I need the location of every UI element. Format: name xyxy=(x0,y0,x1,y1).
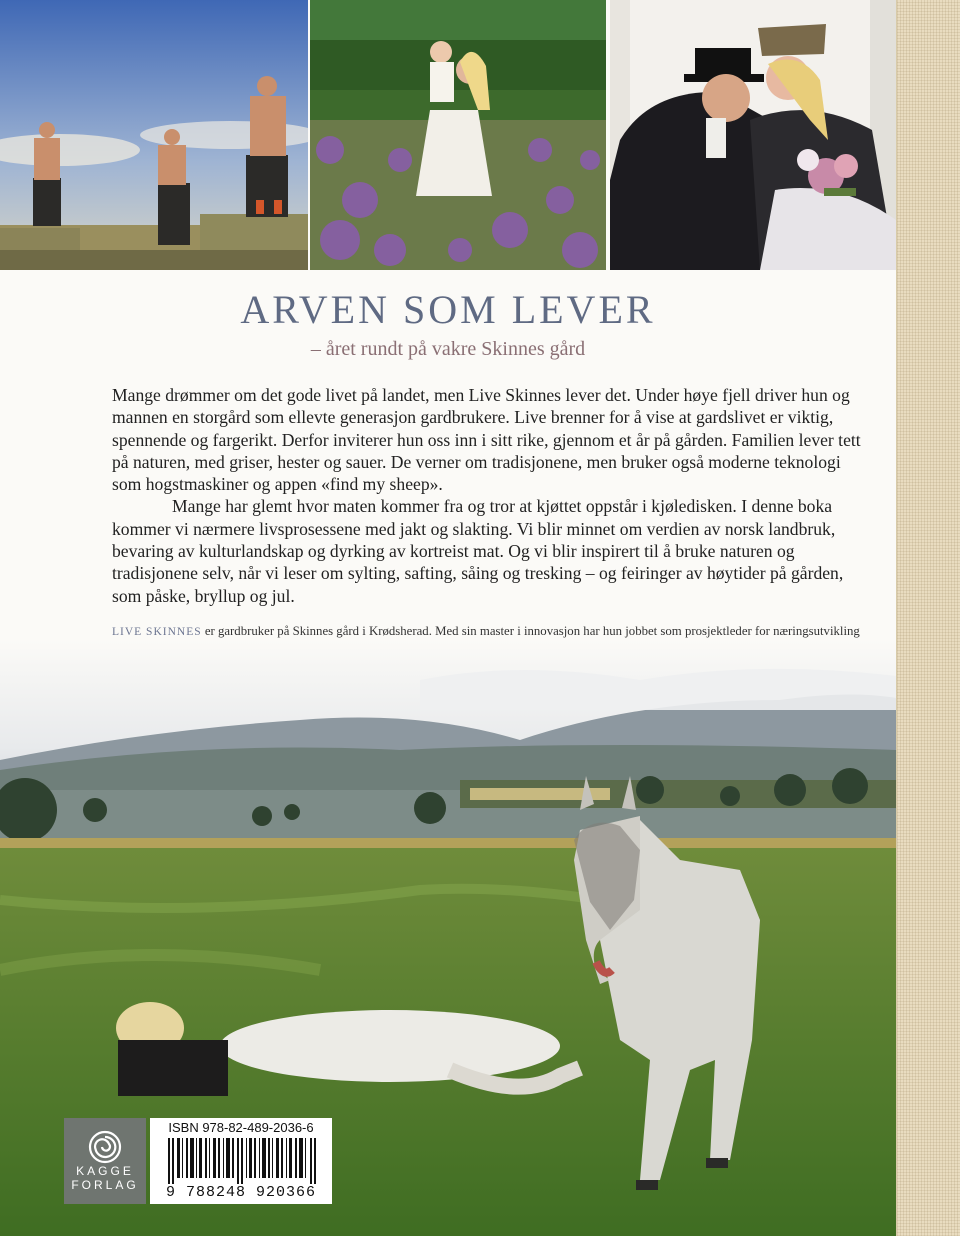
photo-men-on-hay-bales xyxy=(0,0,308,270)
photo-woman-child-meadow xyxy=(310,0,606,270)
publisher-logo xyxy=(64,1118,146,1204)
book-subtitle: – året rundt på vakre Skinnes gård xyxy=(310,338,586,360)
book-title: ARVEN SOM LEVER xyxy=(240,287,656,332)
author-bio-text: er gardbruker på Skinnes gård i Krødsherad. Med sin master i innovasjon har hun jobbet som prosjektleder for næringsutvikling xyxy=(204,624,860,638)
linen-spine xyxy=(896,0,960,1236)
blurb-paragraph: Mange drømmer om det gode livet på landet, men Live Skinnes lever det. Under høye fjell driver hun og mannen en storgård som ellevte generasjon gardbrukere. Live brenner for å vise at gardslivet er viktig, spennende og fargerikt. Derfor inviterer hun oss inn i sitt rike, gjennom et år på gården. Familien lever tett på naturen, med griser, hester og sauer. De verner om tradisjonene, men bruker også moderne teknologi som hogstmaskiner og appen «find my sheep». xyxy=(112,385,861,495)
blurb xyxy=(112,384,872,607)
isbn-label: ISBN 978-82-489-2036-6 xyxy=(168,1120,314,1135)
photo-bridal-couple xyxy=(610,0,896,270)
barcode-bars xyxy=(168,1138,318,1184)
blurb-paragraph: Mange har glemt hvor maten kommer fra og tror at kjøttet oppstår i kjøledisken. I denne boka kommer vi nærmere livsprosessene med jakt og slakting. Vi blir minnet om verdien av norsk landbruk, bevaring av kulturlandskap og dyrking av kortreist mat. Og vi blir inspirert til å bruke naturen og tradisjonene selv, når vi leser om sylting, safting, såing og tresking – og feiringer av høytider på gården, som påske, bryllup og jul. xyxy=(112,496,844,606)
ean-digits: 9 788248 920366 xyxy=(165,1184,317,1201)
publisher-name-line2: FORLAG xyxy=(71,1178,139,1192)
author-name: LIVE SKINNES xyxy=(112,626,202,638)
spiral-logo-icon xyxy=(88,1130,122,1164)
barcode-block xyxy=(150,1118,332,1204)
publisher-name-line1: KAGGE xyxy=(76,1164,134,1178)
